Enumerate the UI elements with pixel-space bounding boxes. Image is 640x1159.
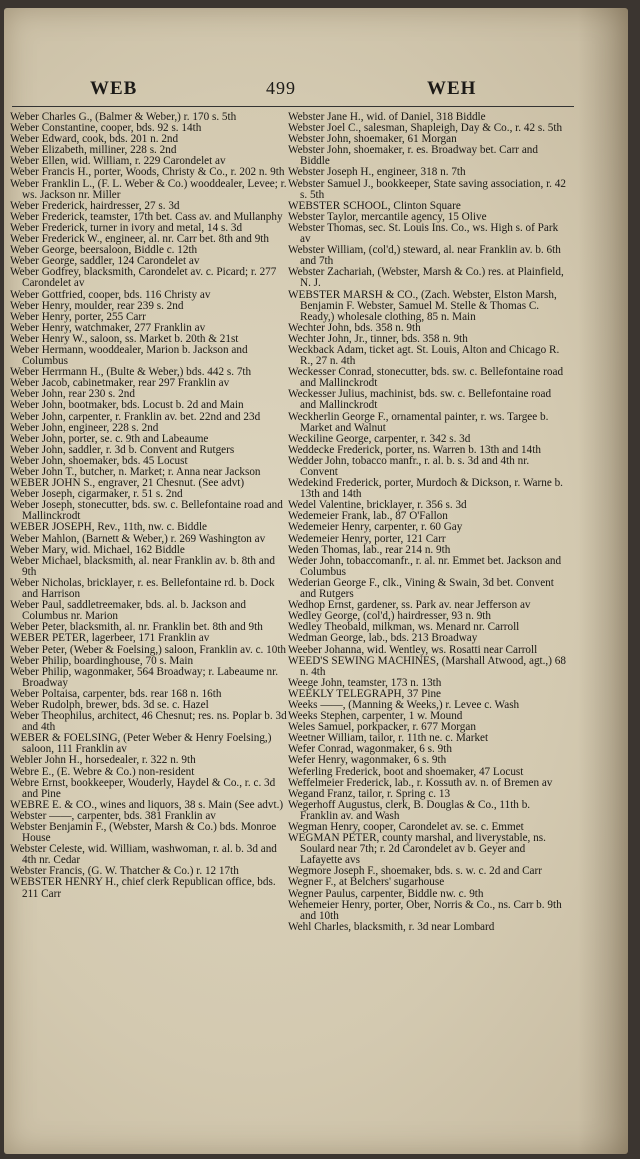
directory-entry: Weber John T., butcher, n. Market; r. Anna near Jackson — [10, 466, 261, 478]
right-column — [288, 112, 566, 933]
directory-entry: Wegmore Joseph F., shoemaker, bds. s. w. c. 2d and Carr — [288, 865, 542, 878]
directory-entry: Weber Frederick W., engineer, al. nr. Carr bet. 8th and 9th — [10, 233, 269, 246]
directory-entry: WEBER JOSEPH, Rev., 11th, nw. c. Biddle — [10, 521, 208, 534]
directory-entry: Webster Zachariah, (Webster, Marsh & Co.) res. at Plainfield, N. J. — [288, 266, 564, 290]
directory-entry: Wederian George F., clk., Vining & Swain, 3d bet. Convent and Rutgers — [288, 576, 554, 601]
directory-entry: Weber John, rear 230 s. 2nd — [10, 388, 135, 401]
directory-entry: Weber John, porter, se. c. 9th and Labeaume — [10, 432, 209, 445]
directory-entry: Wedel Valentine, bricklayer, r. 356 s. 3d — [288, 499, 467, 512]
directory-entry: WEEKLY TELEGRAPH, 37 Pine — [288, 687, 442, 700]
directory-entry: Weber Franklin L., (F. L. Weber & Co.) wooddealer, Levee; r. ws. Jackson nr. Miller — [10, 177, 287, 201]
directory-entry: Wegerhoff Augustus, clerk, B. Douglas & Co., 11th b. Franklin av. and Wash — [288, 798, 531, 822]
directory-entry: Weber John, bootmaker, bds. Locust b. 2d and Main — [10, 399, 244, 412]
directory-entry: Weckback Adam, ticket agt. St. Louis, Alton and Chicago R. R., 27 n. 4th — [288, 343, 560, 368]
directory-entry: Weber Frederick, hairdresser, 27 s. 3d — [10, 199, 180, 212]
directory-entry: Weddecke Frederick, porter, ns. Warren b. 13th and 14th — [288, 443, 541, 456]
directory-entry: Weber Henry W., saloon, ss. Market b. 20th & 21st — [10, 332, 239, 345]
directory-entry: Weferling Frederick, boot and shoemaker, 47 Locust — [288, 765, 524, 778]
directory-entry: Webster Joseph H., engineer, 318 n. 7th — [288, 166, 466, 179]
directory-entry: Webster John, shoemaker, r. es. Broadway bet. Carr and Biddle — [288, 144, 538, 168]
directory-entry: Weles Samuel, porkpacker, r. 677 Morgan — [288, 721, 476, 734]
directory-entry: Webster Taylor, mercantile agency, 15 Olive — [288, 210, 487, 223]
directory-entry: Weber Frederick, teamster, 17th bet. Cass av. and Mullanphy — [10, 210, 283, 223]
directory-entry: Wechter John, Jr., tinner, bds. 358 n. 9th — [288, 332, 468, 345]
directory-entry: Webster ——, carpenter, bds. 381 Franklin av — [10, 809, 216, 822]
directory-entry: Webster Joel C., salesman, Shapleigh, Day & Co., r. 42 s. 5th — [288, 122, 563, 135]
directory-entry: Weber Ellen, wid. William, r. 229 Carondelet av — [10, 155, 226, 168]
directory-entry: Webster Benjamin F., (Webster, Marsh & Co.) bds. Monroe House — [10, 821, 277, 845]
directory-entry: Weber Henry, watchmaker, 277 Franklin av — [10, 321, 206, 334]
directory-entry: Wechter John, bds. 358 n. 9th — [288, 321, 421, 334]
directory-entry: Weber Mary, wid. Michael, 162 Biddle — [10, 543, 185, 556]
directory-entry: Wedley George, (col'd,) hairdresser, 93 n. 9th — [288, 610, 492, 623]
directory-entry: Weden Thomas, lab., rear 214 n. 9th — [288, 543, 451, 556]
directory-entry: Weber Nicholas, bricklayer, r. es. Bellefontaine rd. b. Dock and Harrison — [10, 576, 275, 601]
directory-entry: Wedemeier Frank, lab., 87 O'Fallon — [288, 510, 448, 523]
page-number: 499 — [266, 78, 296, 98]
directory-entry: Weber Gottfried, cooper, bds. 116 Christy av — [10, 288, 211, 301]
directory-entry: Weber Poltaisa, carpenter, bds. rear 168 n. 16th — [10, 687, 222, 700]
directory-entry: Webster Samuel J., bookkeeper, State saving association, r. 42 s. 5th — [288, 177, 566, 201]
page-edge-shadow — [578, 8, 628, 1154]
directory-entry: Wehemeier Henry, porter, Ober, Norris & Co., ns. Carr b. 9th and 10th — [288, 898, 562, 922]
header-rule — [12, 106, 574, 107]
directory-entry: WEBSTER SCHOOL, Clinton Square — [288, 199, 461, 212]
header-right-guide-word: WEH — [427, 78, 477, 99]
directory-entry: Weber John, engineer, 228 s. 2nd — [10, 421, 159, 434]
header-left-guide-word: WEB — [90, 78, 138, 99]
directory-entry: WEED'S SEWING MACHINES, (Marshall Atwood, agt.,) 68 n. 4th — [288, 654, 566, 678]
directory-entry: Webster Thomas, sec. St. Louis Ins. Co., ws. High s. of Park av — [288, 221, 559, 246]
directory-entry: Weetner William, tailor, r. 11th ne. c. Market — [288, 732, 489, 745]
directory-entry: Weeks Stephen, carpenter, 1 w. Mound — [288, 710, 463, 723]
directory-entry: Weber George, beersaloon, Biddle c. 12th — [10, 244, 198, 257]
directory-entry: WEBER & FOELSING, (Peter Weber & Henry Foelsing,) saloon, 111 Franklin av — [10, 732, 272, 756]
directory-entry: Weber Charles G., (Balmer & Weber,) r. 170 s. 5th — [10, 111, 237, 123]
directory-entry: Weber Mahlon, (Barnett & Weber,) r. 269 Washington av — [10, 532, 266, 545]
directory-entry: Weber Edward, cook, bds. 201 n. 2nd — [10, 133, 179, 146]
directory-entry: Weckesser Julius, machinist, bds. sw. c. Bellefontaine road and Mallinckrodt — [288, 388, 552, 412]
directory-entry: Webre E., (E. Webre & Co.) non-resident — [10, 765, 195, 778]
directory-entry: Wegand Franz, tailor, r. Spring c. 13 — [288, 787, 451, 800]
directory-entry: WEGMAN PETER, county marshal, and liverystable, ns. Soulard near 7th; r. 2d Carondelet av b. Geyer and Lafayette avs — [288, 832, 546, 867]
directory-entry: Webler John H., horsedealer, r. 322 n. 9th — [10, 754, 196, 767]
directory-entry: Weber Rudolph, brewer, bds. 3d se. c. Hazel — [10, 698, 209, 711]
directory-entry: Weckherlin George F., ornamental painter, r. ws. Targee b. Market and Walnut — [288, 410, 549, 434]
directory-entry: WEBER JOHN S., engraver, 21 Chesnut. (See advt) — [10, 477, 245, 490]
directory-entry: Wedemeier Henry, porter, 121 Carr — [288, 532, 446, 545]
directory-entry: Weber Hermann, wooddealer, Marion b. Jackson and Columbus — [10, 343, 248, 368]
directory-entry: Weckiline George, carpenter, r. 342 s. 3d — [288, 432, 471, 445]
left-column — [10, 112, 288, 900]
directory-entry: Weckesser Conrad, stonecutter, bds. sw. c. Bellefontaine road and Mallinckrodt — [288, 366, 564, 390]
directory-entry: Wehl Charles, blacksmith, r. 3d near Lombard — [288, 920, 495, 933]
directory-entry: Wegner F., at Belchers' sugarhouse — [288, 876, 445, 889]
directory-entry: Webster Francis, (G. W. Thatcher & Co.) r. 12 17th — [10, 865, 239, 878]
directory-entry: Wedhop Ernst, gardener, ss. Park av. near Jefferson av — [288, 599, 531, 612]
directory-entry: WEBSTER MARSH & CO., (Zach. Webster, Elston Marsh, Benjamin F. Webster, Samuel M. Stelle & Thomas C. Ready,) wholesale clothing, 85 n. Main — [288, 288, 557, 323]
directory-entry: Weber Constantine, cooper, bds. 92 s. 14th — [10, 122, 202, 135]
directory-entry: Weber Henry, moulder, rear 239 s. 2nd — [10, 299, 184, 312]
directory-entry: Webster William, (col'd,) steward, al. near Franklin av. b. 6th and 7th — [288, 244, 561, 268]
directory-entry: Weber Joseph, stonecutter, bds. sw. c. Bellefontaine road and Mallinckrodt — [10, 499, 283, 523]
directory-entry: Weber Philip, wagonmaker, 564 Broadway; r. Labeaume nr. Broadway — [10, 665, 279, 689]
directory-entry: Weber Michael, blacksmith, al. near Franklin av. b. 8th and 9th — [10, 554, 275, 578]
directory-entry: Weber John, shoemaker, bds. 45 Locust — [10, 454, 188, 467]
directory-entry: Weber George, saddler, 124 Carondelet av — [10, 255, 200, 268]
directory-entry: Weber Theophilus, architect, 46 Chesnut; res. ns. Poplar b. 3d and 4th — [10, 710, 287, 734]
directory-entry: Wedemeier Henry, carpenter, r. 60 Gay — [288, 521, 463, 534]
directory-entry: Wegner Paulus, carpenter, Biddle nw. c. 9th — [288, 887, 484, 900]
page-header — [4, 78, 628, 104]
directory-entry: Wegman Henry, cooper, Carondelet av. se. c. Emmet — [288, 821, 524, 833]
directory-entry: Weber Jacob, cabinetmaker, rear 297 Franklin av — [10, 377, 230, 390]
directory-entry: Weber Joseph, cigarmaker, r. 51 s. 2nd — [10, 488, 183, 501]
directory-entry: Weber Paul, saddletreemaker, bds. al. b. Jackson and Columbus nr. Marion — [10, 599, 246, 623]
directory-entry: Weber John, carpenter, r. Franklin av. bet. 22nd and 23d — [10, 410, 261, 423]
directory-entry: Wedman George, lab., bds. 213 Broadway — [288, 632, 478, 645]
directory-entry: Webster Celeste, wid. William, washwoman, r. al. b. 3d and 4th nr. Cedar — [10, 843, 277, 867]
directory-entry: Webster John, shoemaker, 61 Morgan — [288, 133, 457, 146]
directory-entry: Wedder John, tobacco manfr., r. al. b. s. 3d and 4th nr. Convent — [288, 454, 530, 478]
directory-entry: Wedley Theobald, milkman, ws. Menard nr. Carroll — [288, 621, 520, 634]
directory-entry: Weber Godfrey, blacksmith, Carondelet av. c. Picard; r. 277 Carondelet av — [10, 266, 277, 290]
directory-entry: Weber Philip, boardinghouse, 70 s. Main — [10, 654, 194, 667]
directory-entry: Weber Herrmann H., (Bulte & Weber,) bds. 442 s. 7th — [10, 366, 252, 379]
directory-entry: WEBER PETER, lagerbeer, 171 Franklin av — [10, 632, 210, 645]
directory-entry: Wefer Henry, wagonmaker, 6 s. 9th — [288, 754, 447, 767]
directory-entry: Weber Elizabeth, milliner, 228 s. 2nd — [10, 144, 177, 157]
directory-entry: Weber Peter, (Weber & Foelsing,) saloon, Franklin av. c. 10th — [10, 643, 287, 656]
directory-entry: Weber Henry, porter, 255 Carr — [10, 310, 146, 323]
directory-entry: Weber Peter, blacksmith, al. nr. Franklin bet. 8th and 9th — [10, 621, 263, 634]
directory-entry: Weeber Johanna, wid. Wentley, ws. Rosatti near Carroll — [288, 643, 538, 656]
directory-entry: Weber John, saddler, r. 3d b. Convent and Rutgers — [10, 443, 235, 456]
directory-entry: Weffelmeier Frederick, lab., r. Kossuth av. n. of Bremen av — [288, 776, 553, 789]
directory-entry: Weege John, teamster, 173 n. 13th — [288, 676, 442, 689]
directory-page — [4, 8, 628, 1154]
directory-entry: Weeks ——, (Manning & Weeks,) r. Levee c. Wash — [288, 698, 520, 711]
directory-entry: Weber Frederick, turner in ivory and metal, 14 s. 3d — [10, 221, 243, 234]
directory-entry: Wedekind Frederick, porter, Murdoch & Dickson, r. Warne b. 13th and 14th — [288, 477, 563, 501]
directory-entry: WEBSTER HENRY H., chief clerk Republican office, bds. 211 Carr — [10, 876, 276, 900]
directory-entry: WEBRE E. & CO., wines and liquors, 38 s. Main (See advt.) — [10, 798, 284, 811]
directory-entry: Wefer Conrad, wagonmaker, 6 s. 9th — [288, 743, 452, 756]
directory-entry: Webster Jane H., wid. of Daniel, 318 Biddle — [288, 111, 486, 123]
directory-entry: Weber Francis H., porter, Woods, Christy & Co., r. 202 n. 9th — [10, 166, 285, 179]
directory-entry: Webre Ernst, bookkeeper, Wouderly, Haydel & Co., r. c. 3d and Pine — [10, 776, 276, 800]
directory-entry: Weder John, tobaccomanfr., r. al. nr. Emmet bet. Jackson and Columbus — [288, 554, 562, 578]
